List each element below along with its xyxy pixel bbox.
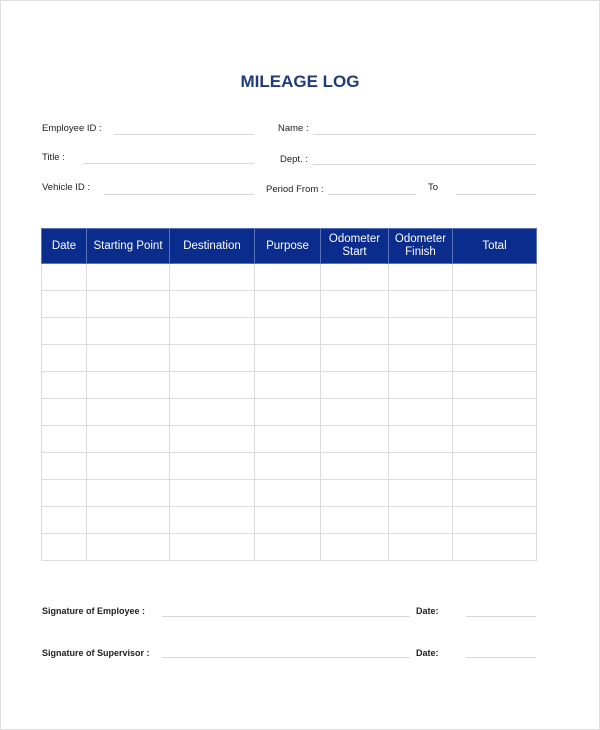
header-odometer-finish: Odometer Finish — [389, 229, 453, 264]
page-title: MILEAGE LOG — [240, 72, 360, 91]
table-cell[interactable] — [255, 318, 321, 345]
table-cell[interactable] — [170, 480, 255, 507]
table-cell[interactable] — [170, 399, 255, 426]
table-cell[interactable] — [42, 453, 87, 480]
vehicle-id-field[interactable] — [104, 194, 254, 195]
table-cell[interactable] — [87, 399, 170, 426]
period-to-field[interactable] — [456, 194, 536, 195]
table-cell[interactable] — [87, 534, 170, 561]
to-label: To — [428, 182, 439, 193]
table-cell[interactable] — [170, 507, 255, 534]
supervisor-date-label: Date: — [416, 648, 439, 658]
table-cell[interactable] — [87, 507, 170, 534]
table-row — [42, 507, 537, 534]
table-cell[interactable] — [321, 291, 389, 318]
table-cell[interactable] — [453, 291, 537, 318]
table-cell[interactable] — [42, 399, 87, 426]
table-cell[interactable] — [87, 264, 170, 291]
table-row — [42, 318, 537, 345]
dept-label: Dept. : — [280, 154, 308, 165]
table-cell[interactable] — [170, 372, 255, 399]
table-cell[interactable] — [170, 291, 255, 318]
table-cell[interactable] — [453, 426, 537, 453]
table-cell[interactable] — [389, 318, 453, 345]
table-row — [42, 480, 537, 507]
table-cell[interactable] — [255, 426, 321, 453]
table-cell[interactable] — [453, 318, 537, 345]
table-cell[interactable] — [389, 345, 453, 372]
table-cell[interactable] — [389, 480, 453, 507]
supervisor-signature-label: Signature of Supervisor : — [42, 648, 150, 658]
table-cell[interactable] — [42, 480, 87, 507]
table-cell[interactable] — [389, 372, 453, 399]
period-from-label: Period From : — [266, 184, 324, 195]
table-cell[interactable] — [389, 426, 453, 453]
table-cell[interactable] — [42, 372, 87, 399]
header-destination: Destination — [170, 229, 255, 264]
title-field[interactable] — [83, 163, 254, 164]
table-cell[interactable] — [453, 345, 537, 372]
table-row — [42, 372, 537, 399]
table-cell[interactable] — [42, 291, 87, 318]
table-cell[interactable] — [42, 318, 87, 345]
table-cell[interactable] — [87, 426, 170, 453]
table-cell[interactable] — [321, 507, 389, 534]
table-cell[interactable] — [389, 264, 453, 291]
table-cell[interactable] — [87, 480, 170, 507]
table-cell[interactable] — [255, 345, 321, 372]
table-cell[interactable] — [255, 507, 321, 534]
table-cell[interactable] — [170, 264, 255, 291]
supervisor-date-field[interactable] — [466, 657, 536, 658]
employee-signature-label: Signature of Employee : — [42, 606, 146, 616]
table-row — [42, 399, 537, 426]
table-header-row — [42, 229, 537, 264]
table-cell[interactable] — [170, 453, 255, 480]
table-cell[interactable] — [87, 291, 170, 318]
table-cell[interactable] — [42, 264, 87, 291]
table-cell[interactable] — [42, 345, 87, 372]
table-cell[interactable] — [87, 318, 170, 345]
table-cell[interactable] — [255, 372, 321, 399]
table-cell[interactable] — [453, 399, 537, 426]
table-cell[interactable] — [389, 399, 453, 426]
name-field[interactable] — [313, 134, 536, 135]
table-cell[interactable] — [321, 264, 389, 291]
table-row — [42, 426, 537, 453]
table-cell[interactable] — [255, 291, 321, 318]
employee-signature-field[interactable] — [162, 616, 410, 617]
header-total: Total — [453, 229, 537, 264]
table-row — [42, 453, 537, 480]
supervisor-signature-field[interactable] — [162, 657, 410, 658]
table-cell[interactable] — [255, 399, 321, 426]
table-cell[interactable] — [453, 480, 537, 507]
table-cell[interactable] — [453, 453, 537, 480]
employee-id-label: Employee ID : — [42, 123, 102, 134]
title-label: Title : — [42, 152, 65, 163]
name-label: Name : — [278, 123, 309, 134]
table-cell[interactable] — [321, 345, 389, 372]
table-cell[interactable] — [453, 372, 537, 399]
table-row — [42, 345, 537, 372]
period-from-field[interactable] — [328, 194, 416, 195]
mileage-table — [41, 228, 537, 561]
table-cell[interactable] — [389, 507, 453, 534]
header-odometer-start: Odometer Start — [321, 229, 389, 264]
employee-date-label: Date: — [416, 606, 439, 616]
header-starting-point: Starting Point — [87, 229, 170, 264]
table-cell[interactable] — [170, 318, 255, 345]
table-cell[interactable] — [321, 480, 389, 507]
table-cell[interactable] — [255, 453, 321, 480]
table-cell[interactable] — [321, 318, 389, 345]
table-cell[interactable] — [255, 534, 321, 561]
table-cell[interactable] — [87, 453, 170, 480]
table-cell[interactable] — [255, 264, 321, 291]
table-row — [42, 534, 537, 561]
table-cell[interactable] — [389, 453, 453, 480]
table-cell[interactable] — [42, 507, 87, 534]
table-cell[interactable] — [255, 480, 321, 507]
table-row — [42, 291, 537, 318]
table-cell[interactable] — [170, 534, 255, 561]
table-cell[interactable] — [321, 453, 389, 480]
table-cell[interactable] — [321, 534, 389, 561]
dept-field[interactable] — [313, 164, 536, 165]
table-row — [42, 264, 537, 291]
table-cell[interactable] — [170, 345, 255, 372]
table-cell[interactable] — [42, 426, 87, 453]
table-cell[interactable] — [87, 372, 170, 399]
table-cell[interactable] — [321, 372, 389, 399]
table-cell[interactable] — [42, 534, 87, 561]
table-cell[interactable] — [170, 426, 255, 453]
vehicle-id-label: Vehicle ID : — [42, 182, 91, 193]
table-cell[interactable] — [453, 507, 537, 534]
table-cell[interactable] — [321, 399, 389, 426]
table-cell[interactable] — [389, 291, 453, 318]
table-cell[interactable] — [321, 426, 389, 453]
table-cell[interactable] — [389, 534, 453, 561]
employee-date-field[interactable] — [466, 616, 536, 617]
table-cell[interactable] — [453, 264, 537, 291]
header-purpose: Purpose — [255, 229, 321, 264]
employee-id-field[interactable] — [114, 134, 254, 135]
table-cell[interactable] — [453, 534, 537, 561]
table-cell[interactable] — [87, 345, 170, 372]
header-date: Date — [42, 229, 87, 264]
